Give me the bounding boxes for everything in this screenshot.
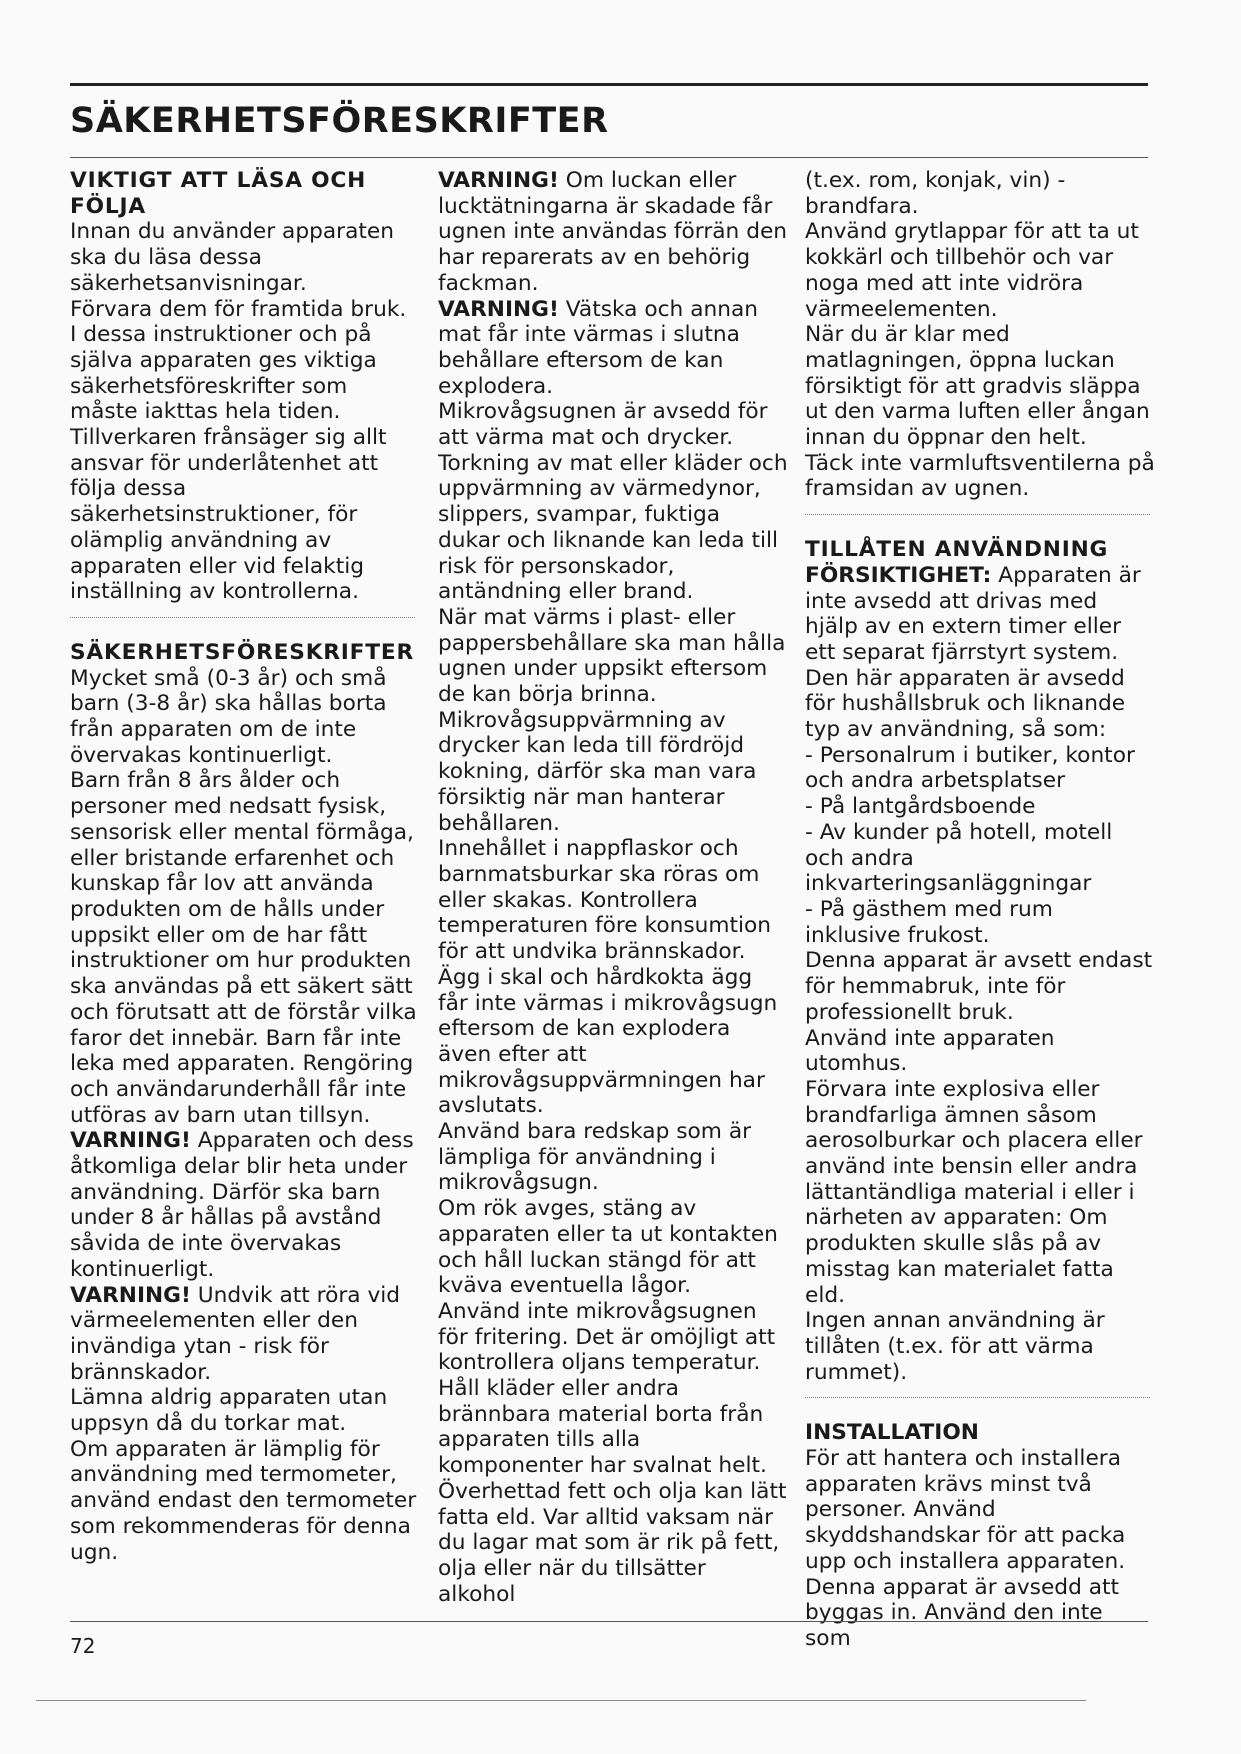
dotted-separator — [805, 1397, 1150, 1398]
section-heading-installation: INSTALLATION — [805, 1420, 979, 1446]
column-3 — [805, 168, 1155, 1652]
paragraph: Denna apparat är avsedd att byggas in. Använd den inte som — [805, 1574, 1120, 1651]
column-2 — [438, 168, 788, 1607]
list-item: - På lantgårdsboende — [805, 794, 1036, 820]
list-item: - På gästhem med rum inklusive frukost. — [805, 896, 1053, 948]
paragraph: Om rök avges, stäng av apparaten eller ta ut kontakten och håll luckan stängd för att kväva eventuella lågor. — [438, 1196, 778, 1299]
warning-paragraph — [438, 297, 788, 400]
section-heading-safety: SÄKERHETSFÖRESKRIFTER — [70, 639, 414, 665]
warning-label: VARNING! — [70, 1282, 191, 1308]
paragraph: Tillverkaren frånsäger sig allt ansvar för underlåtenhet att följa dessa säkerhetsinstruktioner, för olämplig användning av apparaten eller vid felaktig inställning av kontrollerna. — [70, 425, 387, 605]
paragraph: Innehållet i nappflaskor och barnmatsburkar ska röras om eller skakas. Kontrollera temperaturen före konsumtion för att undvika brännskador. — [438, 836, 772, 965]
paragraph: Förvara dem för framtida bruk. — [70, 296, 407, 322]
warning-label: VARNING! — [438, 168, 559, 193]
paragraph: Täck inte varmluftsventilerna på framsidan av ugnen. — [805, 450, 1155, 502]
paragraph: När mat värms i plast- eller pappersbehållare ska man hålla ugnen under uppsikt eftersom de kan börja brinna. — [438, 604, 786, 708]
paragraph: Använd inte mikrovågsugnen för fritering. Det är omöjligt att kontrollera oljans temperatur. — [438, 1298, 776, 1376]
caution-text: Apparaten är inte avsedd att drivas med hjälp av en extern timer eller ett separat fjärrstyrt system. — [805, 562, 1141, 665]
paragraph: När du är klar med matlagningen, öppna luckan försiktigt för att gradvis släppa ut den varma luften eller ångan innan du öppnar den helt. — [805, 322, 1150, 451]
paragraph: Håll kläder eller andra brännbara material borta från apparaten tills alla komponenter har svalnat helt. — [438, 1376, 767, 1479]
warning-paragraph — [70, 1128, 420, 1282]
list-item: - Av kunder på hotell, motell och andra inkvarteringsanläggningar — [805, 819, 1113, 897]
warning-text: Om luckan eller lucktätningarna är skadade får ugnen inte användas förrän den har reparerats av en behörig fackman. — [438, 168, 788, 296]
paragraph: Denna apparat är avsett endast för hemmabruk, inte för professionellt bruk. — [805, 948, 1153, 1025]
warning-label: VARNING! — [70, 1128, 191, 1154]
paragraph: Använd grytlappar för att ta ut kokkärl och tillbehör och var noga med att inte vidröra värmeelementen. — [805, 219, 1139, 322]
list-item: - Personalrum i butiker, kontor och andra arbetsplatser — [805, 742, 1135, 794]
page-title: SÄKERHETSFÖRESKRIFTER — [70, 101, 609, 141]
warning-label: VARNING! — [438, 296, 559, 322]
page-number: 72 — [70, 1634, 96, 1658]
paragraph: Överhettad fett och olja kan lätt fatta eld. Var alltid vaksam när du lagar mat som är rik på fett, olja eller när du tillsätter alkohol — [438, 1478, 787, 1607]
paragraph: I dessa instruktioner och på själva apparaten ges viktiga säkerhetsföreskrifter som måste iakttas hela tiden. — [70, 322, 377, 425]
footer-rule — [70, 1621, 1148, 1622]
paragraph: Förvara inte explosiva eller brandfarliga ämnen såsom aerosolburkar och placera eller använd inte bensin eller andra lättantändliga material i eller i närheten av apparaten: Om produkten skulle slås på av misstag kan materialet fatta eld. — [805, 1076, 1143, 1308]
paragraph: Ingen annan användning är tillåten (t.ex. för att värma rummet). — [805, 1308, 1105, 1385]
scan-edge-line — [36, 1700, 1086, 1701]
warning-paragraph — [438, 168, 788, 297]
warning-text: Undvik att röra vid värmeelementen eller den invändiga ytan - risk för brännskador. — [70, 1282, 401, 1385]
paragraph: Använd inte apparaten utomhus. — [805, 1025, 1055, 1077]
section-heading-permitted-use: TILLÅTEN ANVÄNDNING — [805, 537, 1109, 563]
section-heading-important: VIKTIGT ATT LÄSA OCH FÖLJA — [70, 168, 367, 219]
paragraph: Mikrovågsuppvärmning av drycker kan leda till fördröjd kokning, därför ska man vara försiktig när man hanterar behållaren. — [438, 707, 757, 836]
dotted-separator — [70, 617, 415, 618]
warning-paragraph — [70, 1283, 420, 1386]
paragraph: Mycket små (0-3 år) och små barn (3-8 år) ska hållas borta från apparaten om de inte övervakas kontinuerligt. — [70, 665, 387, 768]
paragraph: Om apparaten är lämplig för användning med termometer, använd endast den termometer som rekommenderas för denna ugn. — [70, 1436, 417, 1565]
caution-label: FÖRSIKTIGHET: — [805, 562, 992, 588]
warning-text: Apparaten och dess åtkomliga delar blir heta under användning. Därför ska barn under 8 år hållas på avstånd såvida de inte övervakas kontinuerligt. — [70, 1128, 414, 1282]
paragraph: Innan du använder apparaten ska du läsa dessa säkerhetsanvisningar. — [70, 219, 394, 296]
header-rule — [70, 83, 1148, 86]
title-rule — [70, 157, 1148, 158]
caution-paragraph — [805, 563, 1155, 666]
paragraph: Den här apparaten är avsedd för hushållsbruk och liknande typ av användning, så som: — [805, 665, 1126, 743]
dotted-separator — [805, 514, 1150, 515]
paragraph: Ägg i skal och hårdkokta ägg får inte värmas i mikrovågsugn eftersom de kan explodera även efter att mikrovågsuppvärmningen har avslutats. — [438, 964, 778, 1119]
paragraph: För att hantera och installera apparaten krävs minst två personer. Använd skyddshandskar för att packa upp och installera apparaten. — [805, 1446, 1126, 1574]
paragraph: Lämna aldrig apparaten utan uppsyn då du torkar mat. — [70, 1385, 388, 1437]
paragraph: (t.ex. rom, konjak, vin) - brandfara. — [805, 168, 1066, 219]
paragraph: Mikrovågsugnen är avsedd för att värma mat och drycker. Torkning av mat eller kläder och uppvärmning av värmedynor, slippers, svampar, fuktiga dukar och liknande kan leda till risk för personskador, antändning eller brand. — [438, 399, 788, 605]
paragraph: Barn från 8 års ålder och personer med nedsatt fysisk, sensorisk eller mental förmåga, eller bristande erfarenhet och kunskap får lov att använda produkten om de hålls under uppsikt eller om de har fått instruktioner om hur produkten ska användas på ett säkert sätt och förutsatt att de förstår vilka faror det innebär. Barn får inte leka med apparaten. Rengöring och användarunderhåll får inte utföras av barn utan tillsyn. — [70, 768, 417, 1128]
paragraph: Använd bara redskap som är lämpliga för användning i mikrovågsugn. — [438, 1119, 752, 1196]
column-1 — [70, 168, 420, 1565]
warning-text: Vätska och annan mat får inte värmas i slutna behållare eftersom de kan explodera. — [438, 296, 759, 399]
